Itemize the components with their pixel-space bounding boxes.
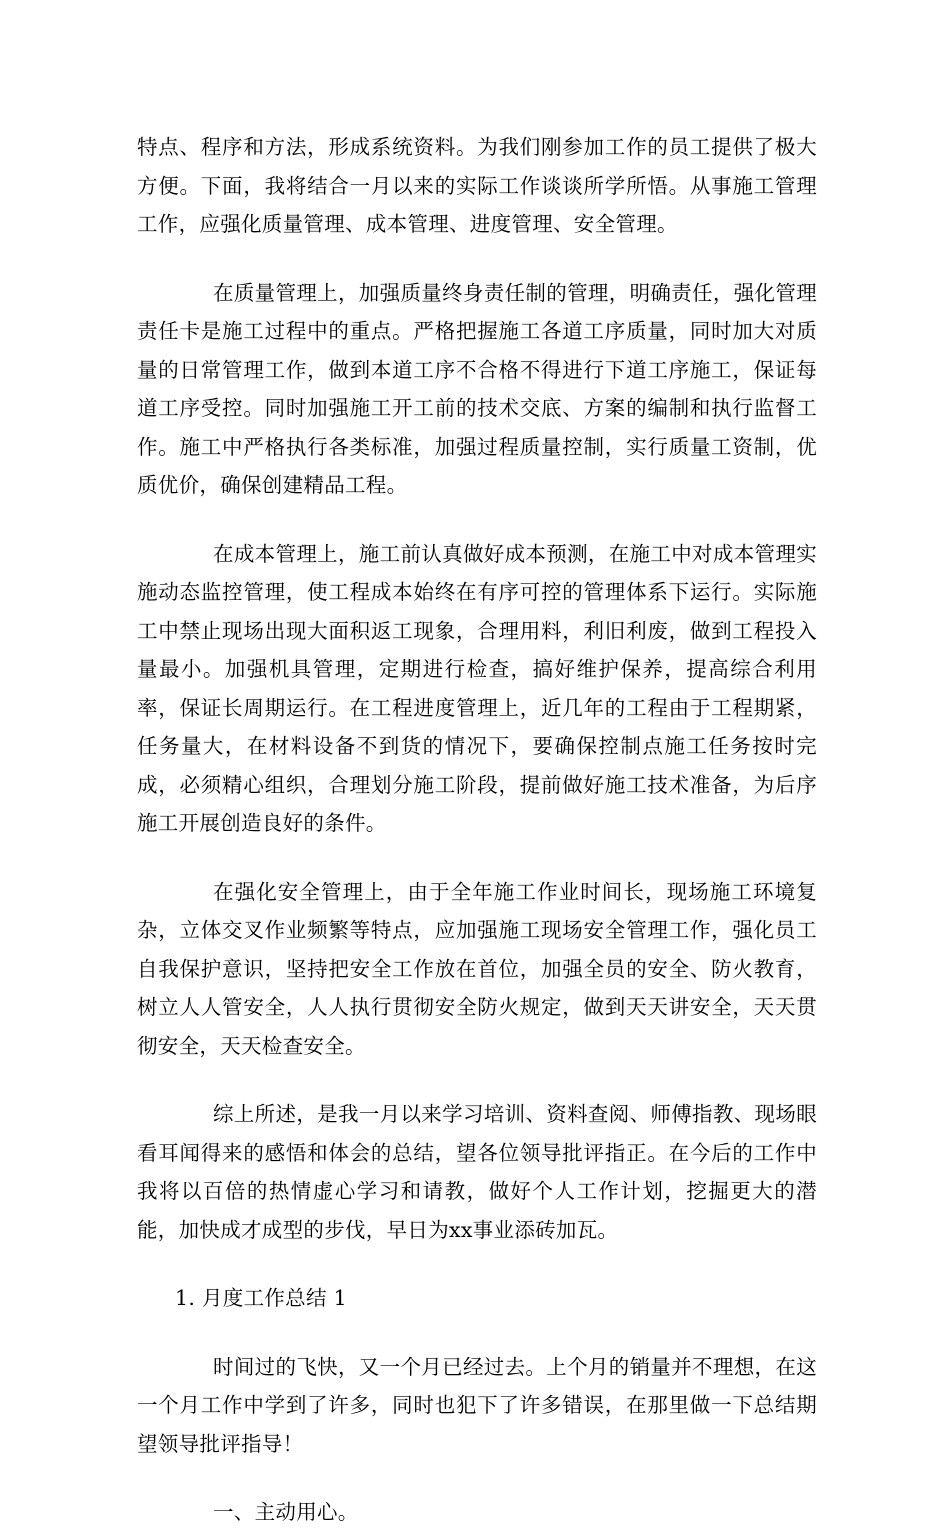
paragraph-gap bbox=[137, 1463, 817, 1493]
paragraph-quality-management: 在质量管理上，加强质量终身责任制的管理，明确责任，强化管理责任卡是施工过程中的重点。严格把握施工各道工序质量，同时加大对质量的日常管理工作，做到本道工序不合格不得进行下道工序施工，保证每道工序受控。同时加强施工开工前的技术交底、方案的编制和执行监督工作。施工中严格执行各类标准，加强过程质量控制，实行质量工资制，优质优价，确保创建精品工程。 bbox=[137, 280, 817, 497]
paragraph-gap bbox=[137, 1318, 817, 1348]
paragraph-safety-management: 在强化安全管理上，由于全年施工作业时间长，现场施工环境复杂，立体交叉作业频繁等特点，应加强施工现场安全管理工作，强化员工自我保护意识，坚持把安全工作放在首位，加强全员的安全、防火教育，树立人人管安全，人人执行贯彻安全防火规定，做到天天讲安全，天天贯彻安全，天天检查安全。 bbox=[137, 879, 817, 1058]
paragraph-gap bbox=[137, 843, 817, 873]
paragraph-gap bbox=[137, 244, 817, 274]
section-heading: 1. 月度工作总结 1 bbox=[175, 1286, 347, 1310]
paragraph-gap bbox=[137, 1065, 817, 1095]
subheading-proactive: 一、主动用心。 bbox=[213, 1500, 359, 1524]
paragraph-monthly-intro: 时间过的飞快，又一个月已经过去。上个月的销量并不理想，在这一个月工作中学到了许多，同时也犯下了许多错误，在那里做一下总结期望领导批评指导！ bbox=[137, 1354, 817, 1456]
paragraph-cost-management: 在成本管理上，施工前认真做好成本预测，在施工中对成本管理实施动态监控管理，使工程成本始终在有序可控的管理体系下运行。实际施工中禁止现场出现大面积返工现象，合理用料，利旧利废，做到工程投入量最小。加强机具管理，定期进行检查，搞好维护保养，提高综合利用率，保证长周期运行。在工程进度管理上，近几年的工程由于工程期紧，任务量大，在材料设备不到货的情况下，要确保控制点施工任务按时完成，必须精心组织，合理划分施工阶段，提前做好施工技术准备，为后序施工开展创造良好的条件。 bbox=[137, 541, 817, 835]
paragraph-gap bbox=[137, 505, 817, 535]
paragraph-summary: 综上所述，是我一月以来学习培训、资料查阅、师傅指教、现场眼看耳闻得来的感悟和体会的总结，望各位领导批评指正。在今后的工作中我将以百倍的热情虚心学习和请教，做好个人工作计划，挖掘更大的潜能，加快成才成型的步伐，早日为xx事业添砖加瓦。 bbox=[137, 1102, 817, 1242]
document-page bbox=[137, 128, 817, 1532]
paragraph-intro: 特点、程序和方法，形成系统资料。为我们刚参加工作的员工提供了极大方便。下面，我将结合一月以来的实际工作谈谈所学所悟。从事施工管理工作，应强化质量管理、成本管理、进度管理、安全管理。 bbox=[137, 135, 817, 236]
paragraph-gap bbox=[137, 1249, 817, 1279]
